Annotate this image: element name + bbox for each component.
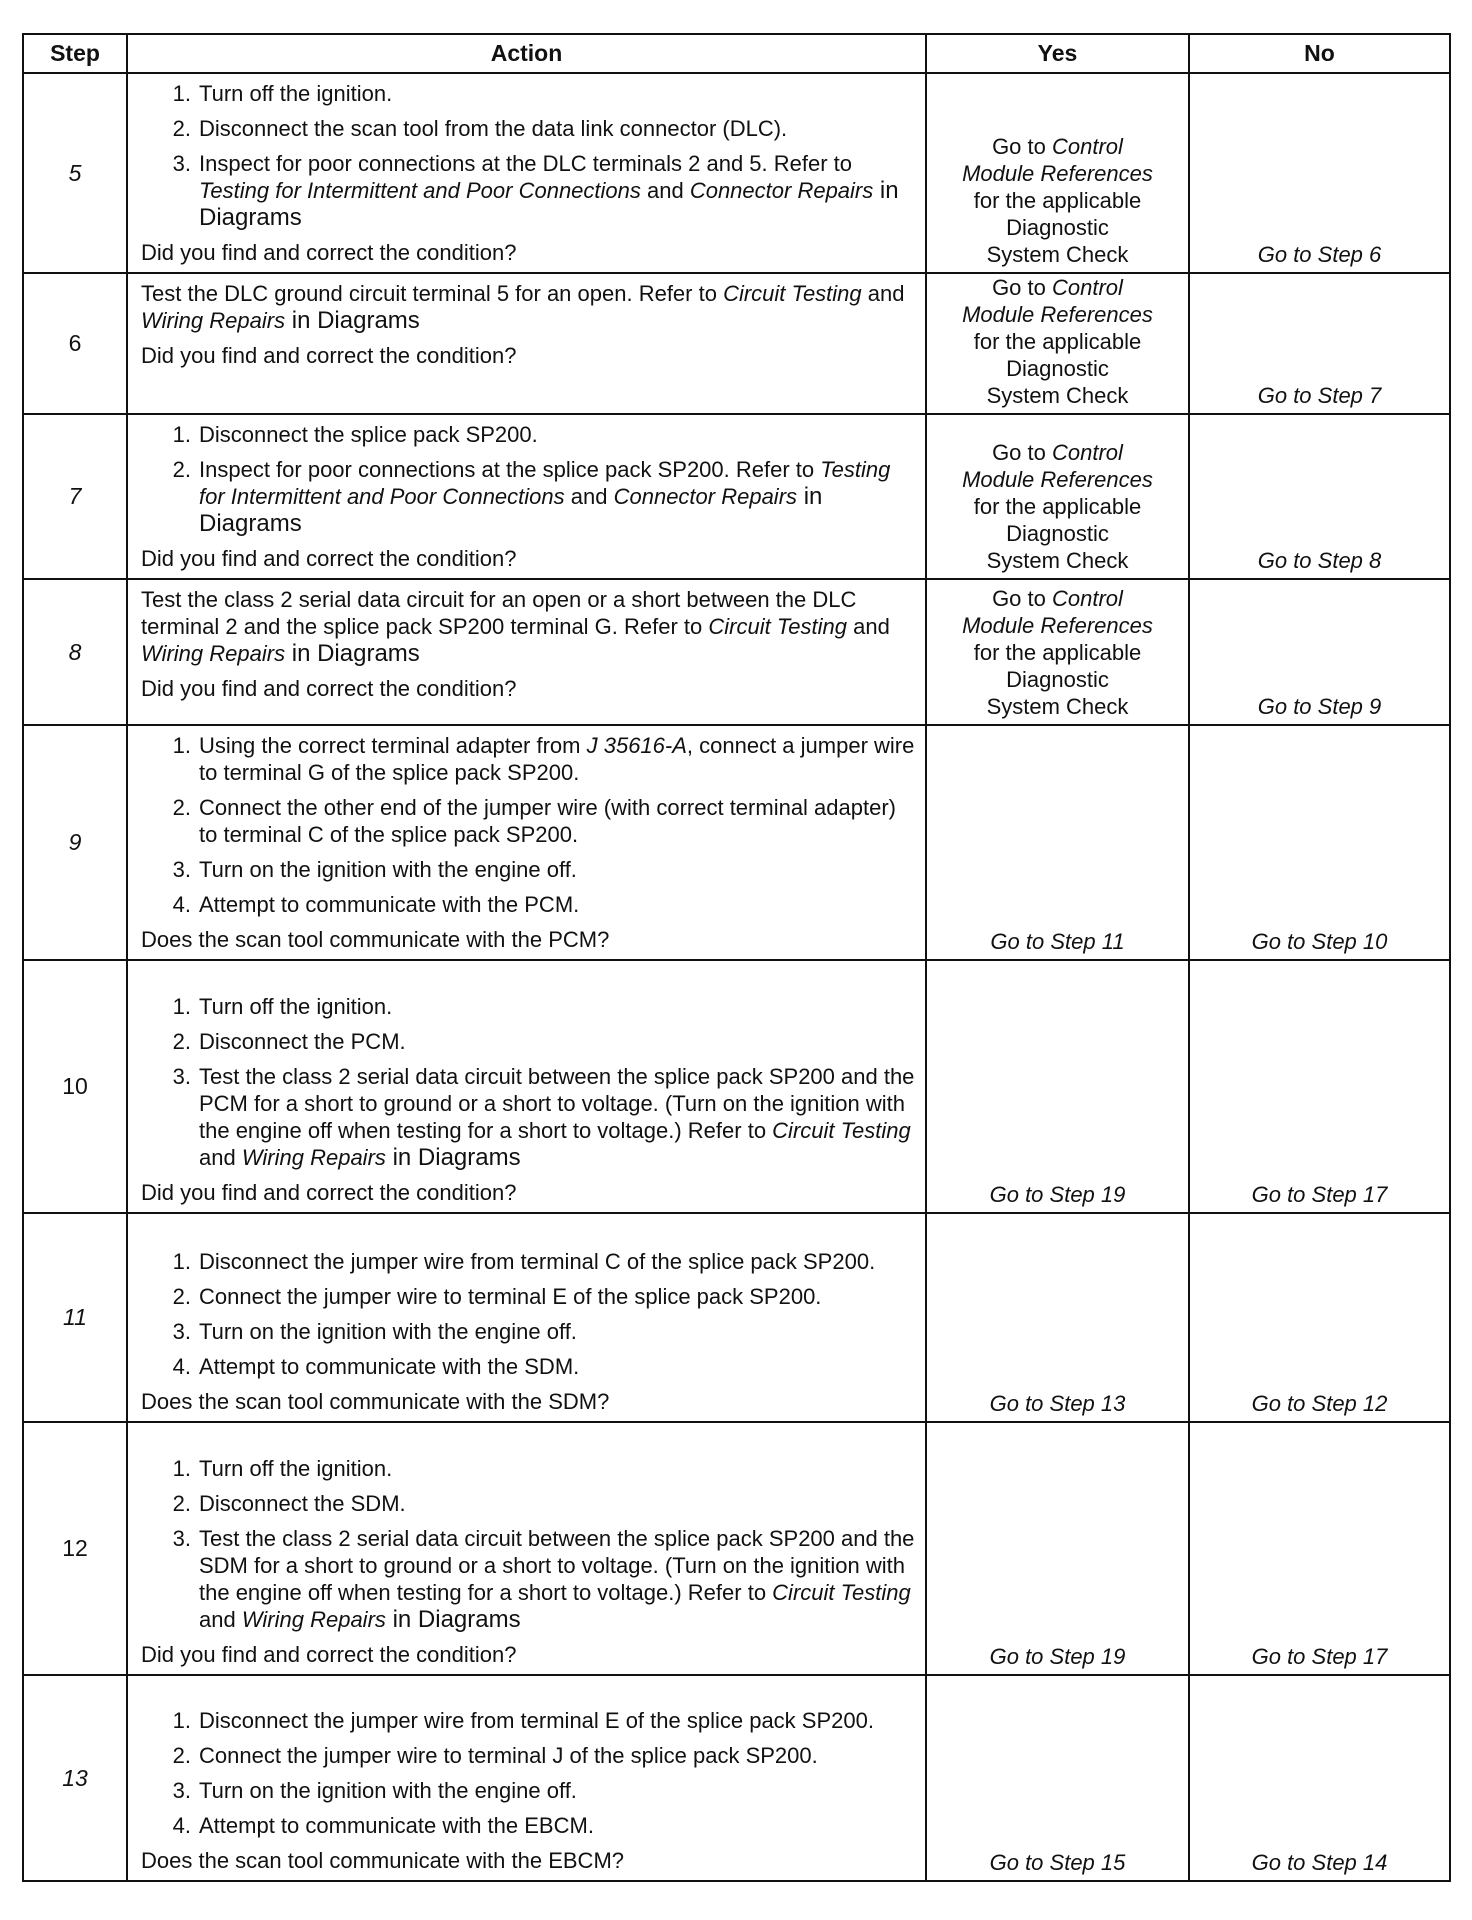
step-number: 12 [23, 1422, 127, 1675]
table-header-row [23, 34, 1450, 73]
question-text: Did you find and correct the condition? [141, 546, 517, 571]
list-item: 4. Attempt to communicate with the PCM. [172, 892, 580, 917]
action-paragraph: Test the DLC ground circuit terminal 5 for an open. Refer to Circuit Testing and Wiring Repairs in Diagrams [141, 281, 905, 334]
list-item: 4. Attempt to communicate with the EBCM. [172, 1813, 594, 1838]
yes-outcome: Go to Control Module References for the applicable Diagnostic System Check [926, 273, 1189, 414]
yes-outcome: Go to Control Module References for the applicable Diagnostic System Check [926, 414, 1189, 579]
question-text: Did you find and correct the condition? [141, 1642, 517, 1667]
list-item: 2. Inspect for poor connections at the splice pack SP200. Refer to Testing for Intermittent and Poor Connections and Connector Repairs in Diagrams [172, 457, 891, 537]
no-outcome: Go to Step 17 [1189, 1422, 1450, 1675]
yes-outcome: Go to Step 19 [926, 1422, 1189, 1675]
question-text: Does the scan tool communicate with the EBCM? [141, 1848, 625, 1873]
question-text: Does the scan tool communicate with the PCM? [141, 927, 610, 952]
list-item: 2. Disconnect the scan tool from the data link connector (DLC). [172, 116, 788, 141]
list-item: 3. Test the class 2 serial data circuit between the splice pack SP200 and the SDM for a short to ground or a short to voltage. (Turn on the ignition with the engine off when testing for a short to voltage.) Refer to Circuit Testing and Wiring Repairs in Diagrams [172, 1526, 915, 1633]
action-cell [127, 1422, 926, 1675]
list-item: 2. Connect the jumper wire to terminal E of the splice pack SP200. [172, 1284, 822, 1309]
list-item: 1. Using the correct terminal adapter from J 35616-A, connect a jumper wire to terminal G of the splice pack SP200. [172, 733, 915, 785]
step-number: 13 [23, 1675, 127, 1881]
table-row [23, 960, 1450, 1213]
step-number: 11 [23, 1213, 127, 1422]
no-outcome: Go to Step 17 [1189, 960, 1450, 1213]
no-outcome: Go to Step 14 [1189, 1675, 1450, 1881]
question-text: Did you find and correct the condition? [141, 240, 517, 265]
list-item: 2. Disconnect the SDM. [172, 1491, 406, 1516]
question-text: Did you find and correct the condition? [141, 1180, 517, 1205]
header-step: Step [23, 34, 127, 73]
step-number: 8 [23, 579, 127, 725]
list-item: 2. Connect the jumper wire to terminal J of the splice pack SP200. [172, 1743, 818, 1768]
table-row [23, 1213, 1450, 1422]
action-list [141, 1248, 915, 1380]
table-row [23, 273, 1450, 414]
table-row [23, 1675, 1450, 1881]
yes-outcome: Go to Step 11 [926, 725, 1189, 960]
list-item: 1. Disconnect the splice pack SP200. [172, 422, 538, 447]
action-list [141, 1707, 915, 1839]
yes-outcome: Go to Control Module References for the applicable Diagnostic System Check [926, 579, 1189, 725]
no-outcome: Go to Step 12 [1189, 1213, 1450, 1422]
action-cell [127, 273, 926, 414]
yes-outcome: Go to Control Module References for the applicable Diagnostic System Check [926, 73, 1189, 273]
action-paragraph: Test the class 2 serial data circuit for an open or a short between the DLC terminal 2 and the splice pack SP200 terminal G. Refer to Circuit Testing and Wiring Repairs in Diagrams [141, 587, 890, 667]
list-item: 2. Disconnect the PCM. [172, 1029, 406, 1054]
step-number: 6 [23, 273, 127, 414]
step-number: 7 [23, 414, 127, 579]
list-item: 3. Test the class 2 serial data circuit between the splice pack SP200 and the PCM for a short to ground or a short to voltage. (Turn on the ignition with the engine off when testing for a short to voltage.) Refer to Circuit Testing and Wiring Repairs in Diagrams [172, 1064, 915, 1171]
table-row [23, 73, 1450, 273]
action-cell [127, 960, 926, 1213]
no-outcome: Go to Step 10 [1189, 725, 1450, 960]
action-cell [127, 579, 926, 725]
question-text: Did you find and correct the condition? [141, 676, 517, 701]
table-row [23, 414, 1450, 579]
action-list [141, 421, 915, 537]
diagnostic-procedure-table [22, 33, 1451, 1882]
no-outcome: Go to Step 9 [1189, 579, 1450, 725]
yes-outcome: Go to Step 15 [926, 1675, 1189, 1881]
action-cell [127, 73, 926, 273]
action-cell [127, 414, 926, 579]
question-text: Does the scan tool communicate with the SDM? [141, 1389, 610, 1414]
no-outcome: Go to Step 6 [1189, 73, 1450, 273]
no-outcome: Go to Step 8 [1189, 414, 1450, 579]
action-list [141, 1455, 915, 1633]
action-cell [127, 1213, 926, 1422]
list-item: 3. Inspect for poor connections at the DLC terminals 2 and 5. Refer to Testing for Intermittent and Poor Connections and Connector Repairs in Diagrams [172, 151, 899, 231]
list-item: 1. Turn off the ignition. [172, 1456, 393, 1481]
table-row [23, 1422, 1450, 1675]
list-item: 1. Turn off the ignition. [172, 81, 393, 106]
list-item: 3. Turn on the ignition with the engine off. [172, 857, 577, 882]
table-row [23, 725, 1450, 960]
header-yes: Yes [926, 34, 1189, 73]
list-item: 3. Turn on the ignition with the engine off. [172, 1319, 577, 1344]
action-list [141, 80, 915, 231]
action-list [141, 993, 915, 1171]
step-number: 10 [23, 960, 127, 1213]
action-list [141, 732, 915, 918]
list-item: 1. Disconnect the jumper wire from terminal C of the splice pack SP200. [172, 1249, 876, 1274]
list-item: 2. Connect the other end of the jumper wire (with correct terminal adapter) to terminal C of the splice pack SP200. [172, 795, 896, 847]
step-number: 9 [23, 725, 127, 960]
table-row [23, 579, 1450, 725]
list-item: 1. Turn off the ignition. [172, 994, 393, 1019]
header-no: No [1189, 34, 1450, 73]
action-cell [127, 1675, 926, 1881]
yes-outcome: Go to Step 19 [926, 960, 1189, 1213]
step-number: 5 [23, 73, 127, 273]
list-item: 3. Turn on the ignition with the engine off. [172, 1778, 577, 1803]
list-item: 1. Disconnect the jumper wire from terminal E of the splice pack SP200. [172, 1708, 874, 1733]
list-item: 4. Attempt to communicate with the SDM. [172, 1354, 580, 1379]
no-outcome: Go to Step 7 [1189, 273, 1450, 414]
yes-outcome: Go to Step 13 [926, 1213, 1189, 1422]
question-text: Did you find and correct the condition? [141, 343, 517, 368]
action-cell [127, 725, 926, 960]
header-action: Action [127, 34, 926, 73]
